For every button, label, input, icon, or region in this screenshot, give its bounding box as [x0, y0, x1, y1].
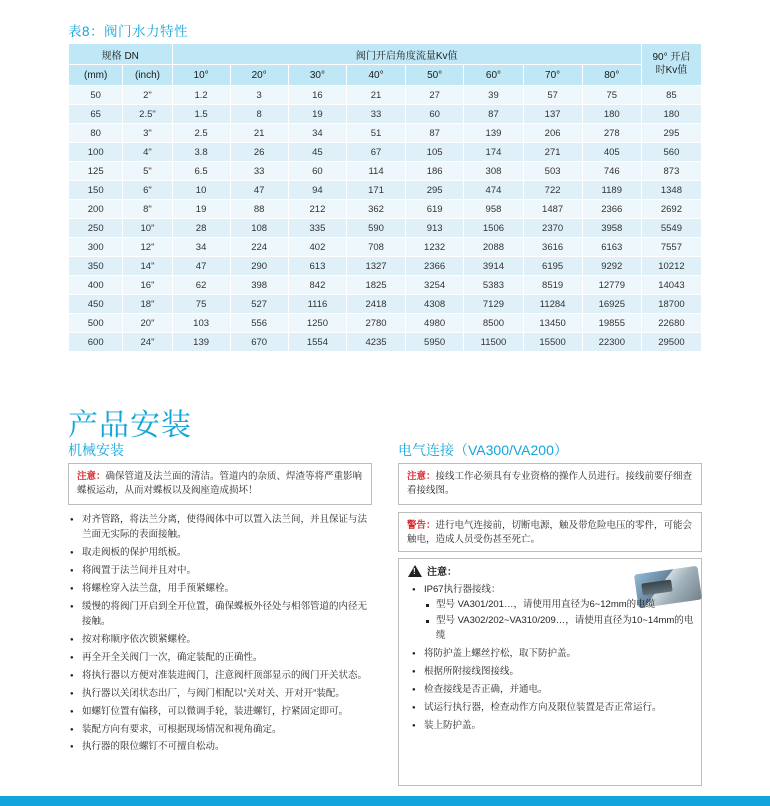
cell-kv-60: 2088 [464, 238, 523, 257]
header-angle-70: 70° [523, 65, 582, 86]
cell-kv-40: 67 [347, 143, 406, 162]
cell-kv-80: 746 [582, 162, 641, 181]
cell-kv90: 873 [641, 162, 701, 181]
list-item [424, 646, 702, 661]
cell-dn: 300 [69, 238, 123, 257]
cell-kv90: 85 [641, 86, 701, 105]
cell-kv-80: 3958 [582, 219, 641, 238]
cell-kv-40: 51 [347, 124, 406, 143]
warn-text-right: 进行电气连接前，切断电源，触及带危险电压的零件，可能会触电，造成人员受伤甚至死亡。 [407, 520, 693, 546]
cell-kv90: 2692 [641, 200, 701, 219]
cell-kv-60: 174 [464, 143, 523, 162]
cell-inch: 2" [123, 86, 172, 105]
cell-kv-80: 75 [582, 86, 641, 105]
cell-kv-40: 708 [347, 238, 406, 257]
cell-kv-60: 958 [464, 200, 523, 219]
cell-kv-20: 26 [230, 143, 288, 162]
cell-kv-50: 2366 [405, 257, 464, 276]
list-item: ● 如螺钉位置有偏移，可以微调手轮，装进螺钉，拧紧固定即可。 [82, 704, 372, 719]
cell-kv90: 7557 [641, 238, 701, 257]
cell-kv-50: 4980 [405, 314, 464, 333]
cell-kv-70: 1487 [523, 200, 582, 219]
note-text-left: 确保管道及法兰面的清洁。管道内的杂质、焊渣等将严重影响蝶板运动，从而对蝶板以及阀座造成损坏！ [77, 471, 363, 497]
cell-kv-20: 8 [230, 105, 288, 124]
kv-table [68, 43, 702, 352]
header-angle-30: 30° [288, 65, 347, 86]
cell-kv-20: 33 [230, 162, 288, 181]
cell-kv-50: 5950 [405, 333, 464, 352]
cell-dn: 80 [69, 124, 123, 143]
kv-table-head [69, 44, 702, 86]
attention-label: 注意： [427, 567, 457, 578]
table-row [69, 86, 702, 105]
cell-dn: 50 [69, 86, 123, 105]
list-item: ● 对齐管路，将法兰分离，使得阀体中可以置入法兰间，并且保证与法兰面无实际的表面接触。 [82, 512, 372, 543]
cell-dn: 150 [69, 181, 123, 200]
cell-dn: 125 [69, 162, 123, 181]
cell-kv-20: 527 [230, 295, 288, 314]
kv-table-body [69, 86, 702, 352]
page-title: 产品安装 [68, 409, 192, 442]
cell-kv-20: 3 [230, 86, 288, 105]
cell-kv-80: 19855 [582, 314, 641, 333]
cell-kv-10: 139 [172, 333, 230, 352]
cell-kv-30: 402 [288, 238, 347, 257]
cell-kv-60: 7129 [464, 295, 523, 314]
cell-kv-10: 62 [172, 276, 230, 295]
cell-kv-50: 4308 [405, 295, 464, 314]
cell-kv90: 18700 [641, 295, 701, 314]
warning-electrical [398, 512, 702, 552]
cell-kv-70: 137 [523, 105, 582, 124]
cell-kv-30: 45 [288, 143, 347, 162]
mechanical-install-list [68, 512, 372, 757]
cell-kv-10: 28 [172, 219, 230, 238]
cell-kv-70: 2370 [523, 219, 582, 238]
cell-kv-50: 27 [405, 86, 464, 105]
cell-kv-80: 278 [582, 124, 641, 143]
cell-kv90: 14043 [641, 276, 701, 295]
cell-kv-20: 670 [230, 333, 288, 352]
list-item [424, 700, 702, 715]
table-row [69, 162, 702, 181]
cell-kv-50: 913 [405, 219, 464, 238]
note-label-right: 注意： [407, 471, 436, 482]
list-item: ● 再全开全关阀门一次，确定装配的正确性。 [82, 650, 372, 665]
cell-kv-20: 556 [230, 314, 288, 333]
cell-kv90: 295 [641, 124, 701, 143]
cell-kv-80: 16925 [582, 295, 641, 314]
header-kv-group: 阀门开启角度流量Kv值 [172, 44, 641, 65]
cell-kv-70: 722 [523, 181, 582, 200]
cell-inch: 10" [123, 219, 172, 238]
cell-kv-30: 1250 [288, 314, 347, 333]
cell-kv-20: 21 [230, 124, 288, 143]
cell-kv-70: 503 [523, 162, 582, 181]
cell-kv-40: 1327 [347, 257, 406, 276]
cell-kv-80: 1189 [582, 181, 641, 200]
cell-kv-20: 398 [230, 276, 288, 295]
cell-kv-30: 212 [288, 200, 347, 219]
list-item [424, 664, 702, 679]
cell-kv-70: 6195 [523, 257, 582, 276]
cell-kv90: 180 [641, 105, 701, 124]
table-row [69, 257, 702, 276]
cell-kv-80: 22300 [582, 333, 641, 352]
table-row [69, 333, 702, 352]
cell-kv-60: 5383 [464, 276, 523, 295]
cell-kv90: 22680 [641, 314, 701, 333]
cell-kv-60: 1506 [464, 219, 523, 238]
cell-kv-80: 2366 [582, 200, 641, 219]
cell-kv-20: 88 [230, 200, 288, 219]
cell-kv-10: 3.8 [172, 143, 230, 162]
cell-kv-70: 13450 [523, 314, 582, 333]
cell-kv-60: 87 [464, 105, 523, 124]
header-angle-50: 50° [405, 65, 464, 86]
cell-kv-50: 60 [405, 105, 464, 124]
cell-dn: 450 [69, 295, 123, 314]
table-row [69, 124, 702, 143]
cell-dn: 500 [69, 314, 123, 333]
cell-kv90: 1348 [641, 181, 701, 200]
table8-container [68, 43, 702, 352]
cell-kv-10: 103 [172, 314, 230, 333]
cell-kv-60: 39 [464, 86, 523, 105]
cell-kv-70: 11284 [523, 295, 582, 314]
cell-kv-50: 1232 [405, 238, 464, 257]
note-text-right: 接线工作必须具有专业资格的操作人员进行。接线前要仔细查看接线图。 [407, 471, 693, 497]
kv-header-row-2 [69, 65, 702, 86]
cell-kv-30: 94 [288, 181, 347, 200]
table-row [69, 238, 702, 257]
header-angle-80: 80° [582, 65, 641, 86]
list-item: ● 将阀置于法兰间并且对中。 [82, 563, 372, 578]
table-row [69, 219, 702, 238]
cell-kv-40: 171 [347, 181, 406, 200]
cell-dn: 400 [69, 276, 123, 295]
header-angle-40: 40° [347, 65, 406, 86]
cell-kv-70: 206 [523, 124, 582, 143]
list-item-text: IP67执行器接线： [424, 584, 501, 595]
cell-kv-30: 842 [288, 276, 347, 295]
list-item-text: 检查接线是否正确，并通电。 [424, 683, 548, 695]
cell-inch: 14" [123, 257, 172, 276]
sub-list [424, 597, 702, 643]
table-row [69, 276, 702, 295]
cell-kv-10: 75 [172, 295, 230, 314]
cell-kv-10: 1.5 [172, 105, 230, 124]
note-electrical [398, 463, 702, 505]
header-angle-10: 10° [172, 65, 230, 86]
cell-kv-60: 474 [464, 181, 523, 200]
header-kv90: 90° 开启 时Kv值 [641, 44, 701, 86]
cell-dn: 65 [69, 105, 123, 124]
cell-kv-80: 6163 [582, 238, 641, 257]
cell-kv90: 5549 [641, 219, 701, 238]
cell-kv-70: 3616 [523, 238, 582, 257]
cell-kv-10: 34 [172, 238, 230, 257]
table-row [69, 314, 702, 333]
attention-header [408, 563, 457, 578]
note-mechanical [68, 463, 372, 505]
cell-kv-30: 16 [288, 86, 347, 105]
list-item: ● 将螺栓穿入法兰盘，用手预紧螺栓。 [82, 581, 372, 596]
cell-kv90: 29500 [641, 333, 701, 352]
cell-kv-20: 290 [230, 257, 288, 276]
table8-title: 表8：阀门水力特性 [68, 24, 189, 39]
electrical-connection-list [410, 582, 702, 735]
cell-kv-10: 47 [172, 257, 230, 276]
subtitle-mechanical-install: 机械安装 [68, 442, 124, 458]
list-item [424, 682, 702, 697]
cell-kv-40: 114 [347, 162, 406, 181]
table-row [69, 105, 702, 124]
cell-kv-50: 3254 [405, 276, 464, 295]
cell-kv-40: 2780 [347, 314, 406, 333]
cell-kv-40: 1825 [347, 276, 406, 295]
cell-dn: 600 [69, 333, 123, 352]
cell-kv-30: 60 [288, 162, 347, 181]
cell-inch: 6" [123, 181, 172, 200]
list-item: ● 缓慢的将阀门开启到全开位置，确保蝶板外径处与相邻管道的内径无接触。 [82, 599, 372, 630]
cell-kv-40: 33 [347, 105, 406, 124]
list-item-text: 将防护盖上螺丝拧松，取下防护盖。 [424, 648, 577, 659]
warning-triangle-icon [408, 565, 422, 577]
table-row [69, 181, 702, 200]
cell-kv-30: 1116 [288, 295, 347, 314]
cell-inch: 12" [123, 238, 172, 257]
list-item: ● 装配方向有要求，可根据现场情况和视角确定。 [82, 722, 372, 737]
list-item: ● 取走阀板的保护用纸板。 [82, 545, 372, 560]
cell-inch: 18" [123, 295, 172, 314]
cell-kv-80: 405 [582, 143, 641, 162]
table-row [69, 295, 702, 314]
cell-dn: 100 [69, 143, 123, 162]
footer-accent-bar [0, 796, 770, 806]
cell-kv-30: 613 [288, 257, 347, 276]
cell-kv-10: 19 [172, 200, 230, 219]
cell-inch: 24" [123, 333, 172, 352]
cell-kv-30: 1554 [288, 333, 347, 352]
table-row [69, 200, 702, 219]
cell-kv-50: 619 [405, 200, 464, 219]
cell-kv-80: 12779 [582, 276, 641, 295]
cell-kv-20: 108 [230, 219, 288, 238]
list-item-text: 试运行执行器，检查动作方向及限位装置是否正常运行。 [424, 701, 662, 713]
subtitle-electrical-connection: 电气连接（VA300/VA200） [398, 442, 568, 458]
cell-kv-60: 11500 [464, 333, 523, 352]
cell-inch: 4" [123, 143, 172, 162]
sub-list-item: 型号 VA301/201…，请使用用直径为6~12mm的电缆 [436, 597, 702, 612]
cell-kv-40: 2418 [347, 295, 406, 314]
kv-header-row-1 [69, 44, 702, 65]
note-label-left: 注意： [77, 471, 106, 482]
header-spec-dn: 规格 DN [69, 44, 173, 65]
cell-inch: 16" [123, 276, 172, 295]
cell-kv-60: 8500 [464, 314, 523, 333]
cell-kv-50: 186 [405, 162, 464, 181]
list-item: ● 执行器的限位螺钉不可擅自松动。 [82, 739, 372, 754]
cell-kv-60: 308 [464, 162, 523, 181]
table-row [69, 143, 702, 162]
cell-kv-60: 3914 [464, 257, 523, 276]
cell-kv-20: 47 [230, 181, 288, 200]
cell-kv-40: 21 [347, 86, 406, 105]
header-unit-inch: (inch) [123, 65, 172, 86]
cell-kv-50: 87 [405, 124, 464, 143]
cell-kv-70: 271 [523, 143, 582, 162]
cell-kv-30: 19 [288, 105, 347, 124]
cell-inch: 20" [123, 314, 172, 333]
list-item [424, 582, 702, 644]
header-unit-mm: (mm) [69, 65, 123, 86]
cell-kv-10: 1.2 [172, 86, 230, 105]
cell-kv-20: 224 [230, 238, 288, 257]
list-item-text: 装上防护盖。 [424, 719, 482, 731]
list-item-text: 根据所附接线图接线。 [424, 665, 520, 677]
cell-inch: 5" [123, 162, 172, 181]
header-angle-20: 20° [230, 65, 288, 86]
cell-kv-50: 105 [405, 143, 464, 162]
sub-list-item: 型号 VA302/202~VA310/209…，请使用直径为10~14mm的电缆 [436, 613, 702, 644]
cell-kv-80: 9292 [582, 257, 641, 276]
list-item: ● 执行器以关闭状态出厂，与阀门相配以“关对关、开对开”装配。 [82, 686, 372, 701]
cell-dn: 250 [69, 219, 123, 238]
list-item: ● 将执行器以方便对准装进阀门，注意阀杆顶部显示的阀门开关状态。 [82, 668, 372, 683]
cell-kv90: 10212 [641, 257, 701, 276]
cell-kv-80: 180 [582, 105, 641, 124]
cell-dn: 200 [69, 200, 123, 219]
cell-kv-10: 2.5 [172, 124, 230, 143]
cell-kv-70: 57 [523, 86, 582, 105]
cell-dn: 350 [69, 257, 123, 276]
cell-kv-10: 10 [172, 181, 230, 200]
list-item [424, 718, 702, 733]
cell-kv-40: 4235 [347, 333, 406, 352]
cell-kv-70: 15500 [523, 333, 582, 352]
cell-inch: 8" [123, 200, 172, 219]
cell-inch: 3" [123, 124, 172, 143]
cell-kv-60: 139 [464, 124, 523, 143]
cell-kv-10: 6.5 [172, 162, 230, 181]
cell-inch: 2.5" [123, 105, 172, 124]
list-item: ● 按对称顺序依次锁紧螺栓。 [82, 632, 372, 647]
header-angle-60: 60° [464, 65, 523, 86]
cell-kv90: 560 [641, 143, 701, 162]
cell-kv-50: 295 [405, 181, 464, 200]
cell-kv-30: 335 [288, 219, 347, 238]
warn-label-right: 警告： [407, 520, 436, 531]
cell-kv-30: 34 [288, 124, 347, 143]
cell-kv-40: 362 [347, 200, 406, 219]
cell-kv-70: 8519 [523, 276, 582, 295]
cell-kv-40: 590 [347, 219, 406, 238]
